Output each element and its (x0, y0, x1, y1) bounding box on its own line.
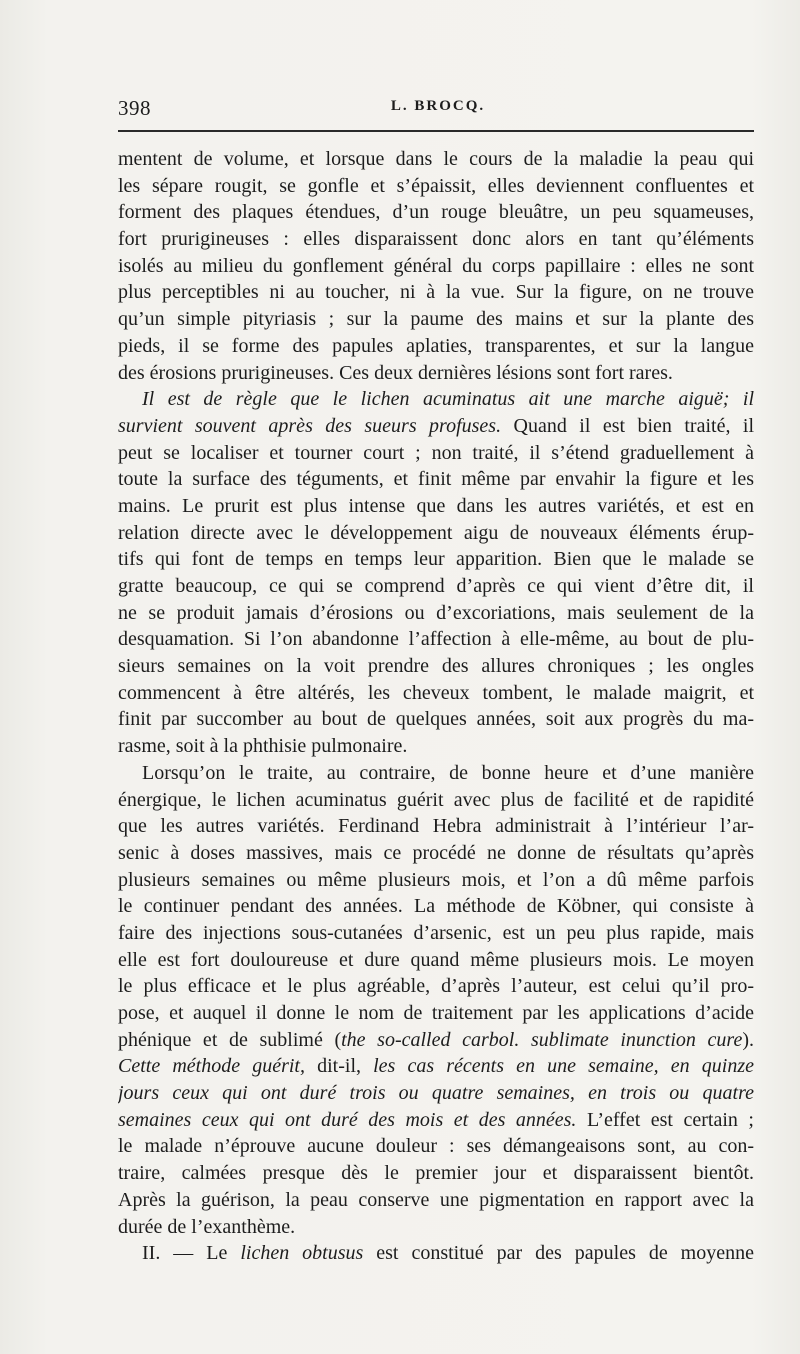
text-run: dit-il, (304, 1055, 374, 1078)
text-line (118, 360, 754, 387)
text-run: Quand il est bien traité, il (501, 414, 754, 437)
text-line (118, 920, 754, 947)
text-run: mentent de volume, et lorsque dans le cours de la maladie la peau qui (118, 148, 754, 170)
text-line (118, 226, 754, 253)
text-line (118, 1187, 754, 1214)
text-line (118, 1027, 754, 1054)
italic-text: lichen obtusus (240, 1242, 364, 1265)
text-line (118, 1000, 754, 1027)
text-run: tifs qui font de temps en temps leur apparition. Bien que le malade se (118, 548, 754, 571)
text-run: le continuer pendant des années. La méthode de Köbner, qui consiste à (118, 895, 754, 918)
text-run: elle est fort douloureuse et dure quand même plusieurs mois. Le moyen (118, 948, 754, 971)
text-line (118, 199, 754, 226)
text-run: Lorsqu’on le traite, au contraire, de bonne heure et d’une manière (142, 761, 754, 784)
text-run: traire, calmées presque dès le premier jour et disparaissent bientôt. (118, 1162, 754, 1185)
text-run: rasme, soit à la phthisie pulmonaire. (118, 735, 408, 758)
text-run: ne se produit jamais d’érosions ou d’excoriations, mais seulement de la (118, 601, 754, 624)
body-text (118, 146, 754, 1267)
italic-text: Cette méthode guérit, (118, 1055, 305, 1078)
text-line (118, 279, 754, 306)
text-line (118, 1080, 754, 1107)
text-run: mains. Le prurit est plus intense que dans les autres variétés, et est en (118, 494, 754, 517)
text-line (118, 493, 754, 520)
text-run: des érosions prurigineuses. Ces deux dernières lésions sont fort rares. (118, 361, 673, 384)
running-head: L. BROCQ. (390, 98, 486, 114)
text-run: toute la surface des téguments, et finit même par envahir la figure et les (118, 468, 754, 491)
text-run: pose, et auquel il donne le nom de traitement par les applications d’acide (118, 1002, 754, 1024)
text-run: sieurs semaines on la voit prendre des allures chroniques ; les ongles (118, 655, 754, 678)
text-run: pieds, il se forme des papules aplaties, transparentes, et sur la langue (118, 334, 754, 357)
text-line (118, 1160, 754, 1187)
text-line (118, 173, 754, 200)
text-line (118, 1214, 754, 1241)
text-run: Après la guérison, la peau conserve une pigmentation en rapport avec la (118, 1188, 754, 1211)
italic-text: Il est de règle que le lichen acuminatus ait une marche aiguë; il (142, 388, 754, 411)
text-run: les sépare rougit, se gonfle et s’épaissit, elles deviennent confluentes et (118, 174, 754, 197)
text-line (118, 867, 754, 894)
italic-text: les cas récents en une semaine, en quinze (373, 1055, 754, 1078)
text-run: gratte beaucoup, ce qui se comprend d’après ce qui vient d’être dit, il (118, 575, 754, 597)
text-line (118, 520, 754, 547)
text-run: le plus efficace et le plus agréable, d’après l’auteur, est celui qu’il pro- (118, 975, 754, 998)
text-line (118, 787, 754, 814)
text-line (118, 813, 754, 840)
text-run: le malade n’éprouve aucune douleur : ses démangeaisons sont, au con- (118, 1135, 754, 1158)
text-line (118, 546, 754, 573)
text-run: finit par succomber au bout de quelques années, soit aux progrès du ma- (118, 708, 754, 731)
text-line (118, 413, 754, 440)
italic-text: semaines ceux qui ont duré des mois et des années. (118, 1108, 577, 1131)
text-line (118, 760, 754, 787)
text-line (118, 1107, 754, 1134)
text-run: senic à doses massives, mais ce procédé ne donne de résultats qu’après (118, 841, 754, 864)
text-run: ). (742, 1028, 754, 1051)
text-line (118, 840, 754, 867)
text-line (118, 440, 754, 467)
text-run: que les autres variétés. Ferdinand Hebra administrait à l’intérieur l’ar- (118, 815, 754, 838)
text-line (118, 893, 754, 920)
text-run: énergique, le lichen acuminatus guérit avec plus de facilité et de rapidité (118, 788, 754, 811)
header-rule (118, 130, 754, 132)
text-run: L’effet est certain ; (576, 1108, 754, 1131)
text-line (118, 973, 754, 1000)
text-line (118, 306, 754, 333)
text-line (118, 573, 754, 600)
text-run: relation directe avec le développement aigu de nouveaux éléments érup- (118, 521, 754, 544)
text-run: qu’un simple pityriasis ; sur la paume des mains et sur la plante des (118, 308, 754, 331)
text-run: forment des plaques étendues, d’un rouge bleuâtre, un peu squameuses, (118, 201, 754, 224)
text-run: peut se localiser et tourner court ; non traité, il s’étend graduellement à (118, 441, 754, 464)
text-line (118, 253, 754, 280)
text-line (118, 333, 754, 360)
italic-text: jours ceux qui ont duré trois ou quatre semaines, en trois ou quatre (118, 1082, 754, 1105)
page-number: 398 (118, 96, 151, 120)
text-run: faire des injections sous-cutanées d’arsenic, est un peu plus rapide, mais (118, 921, 754, 944)
text-run: isolés au milieu du gonflement général du corps papillaire : elles ne sont (118, 254, 754, 277)
text-run: plus perceptibles ni au toucher, ni à la vue. Sur la figure, on ne trouve (118, 281, 754, 304)
text-run: durée de l’exanthème. (118, 1215, 296, 1238)
text-line (118, 146, 754, 173)
italic-text: the so-called carbol. sublimate inunction cure (341, 1028, 743, 1051)
text-line (118, 1240, 754, 1267)
text-line (118, 947, 754, 974)
text-run: plusieurs semaines ou même plusieurs mois, et l’on a dû même parfois (118, 868, 754, 891)
text-run: phénique et de sublimé ( (118, 1028, 342, 1051)
text-line (118, 1133, 754, 1160)
text-run: fort prurigineuses : elles disparaissent donc alors en tant qu’éléments (118, 228, 754, 251)
page-header (118, 96, 758, 126)
text-run: desquamation. Si l’on abandonne l’affection à elle-même, au bout de plu- (118, 628, 754, 651)
text-line (118, 733, 754, 760)
text-line (118, 680, 754, 707)
text-line (118, 653, 754, 680)
text-run: commencent à être altérés, les cheveux tombent, le malade maigrit, et (118, 681, 754, 704)
text-run: II. — Le (142, 1242, 241, 1265)
text-line (118, 626, 754, 653)
italic-text: survient souvent après des sueurs profuses. (118, 414, 502, 437)
text-line (118, 706, 754, 733)
text-line (118, 466, 754, 493)
text-run: est constitué par des papules de moyenne (363, 1242, 754, 1265)
text-line (118, 386, 754, 413)
text-line (118, 600, 754, 627)
text-line (118, 1053, 754, 1080)
